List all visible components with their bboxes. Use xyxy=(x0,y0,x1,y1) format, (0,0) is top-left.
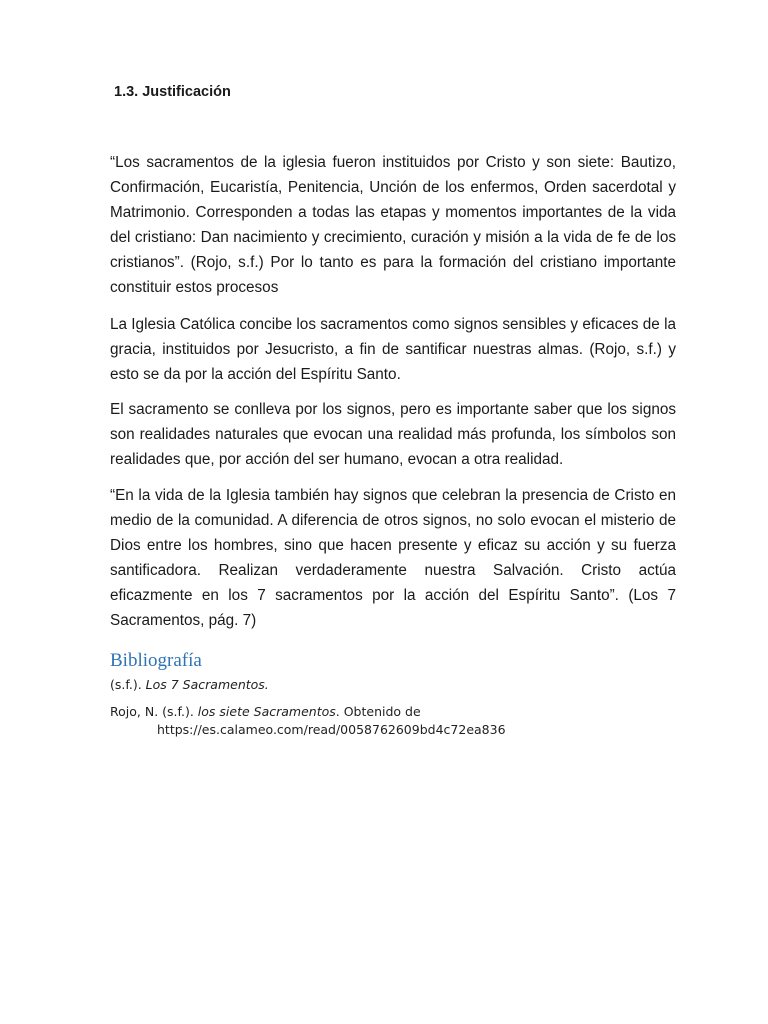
paragraph-2: La Iglesia Católica concibe los sacramentos como signos sensibles y eficaces de la gracia, instituidos por Jesucristo, a fin de santificar nuestras almas. (Rojo, s.f.) y esto se da por la acción del Espíritu Santo. xyxy=(110,316,676,383)
bib-entry-title: los siete Sacramentos xyxy=(197,704,336,719)
bib-entry-suffix: . Obtenido de xyxy=(335,704,421,719)
bib-entry-prefix: Rojo, N. (s.f.). xyxy=(110,704,198,719)
bib-entry-url: https://es.calameo.com/read/0058762609bd4c72ea836 xyxy=(157,722,506,737)
paragraph-4: “En la vida de la Iglesia también hay signos que celebran la presencia de Cristo en medio de la comunidad. A diferencia de otros signos, no solo evocan el misterio de Dios entre los hombres, sino que hacen presente y eficaz su acción y su fuerza santificadora. Realizan verdaderamente nuestra Salvación. Cristo actúa eficazmente en los 7 sacramentos por la acción del Espíritu Santo”. (Los 7 Sacramentos, pág. 7) xyxy=(110,487,676,629)
section-heading: 1.3. Justificación xyxy=(114,84,231,100)
paragraph-1: “Los sacramentos de la iglesia fueron instituidos por Cristo y son siete: Bautizo, Confirmación, Eucaristía, Penitencia, Unción de los enfermos, Orden sacerdotal y Matrimonio. Corresponden a todas las etapas y momentos importantes de la vida del cristiano: Dan nacimiento y crecimiento, curación y misión a la vida de fe de los cristianos”. (Rojo, s.f.) Por lo tanto es para la formación del cristiano importante constituir estos procesos xyxy=(110,154,676,296)
bibliography-entry-2 xyxy=(110,703,670,739)
bibliography-title: Bibliografía xyxy=(110,650,202,671)
bibliography-entry-1 xyxy=(110,676,670,694)
bib-entry-prefix: (s.f.). xyxy=(110,677,146,692)
paragraph-3: El sacramento se conlleva por los signos, pero es importante saber que los signos son realidades naturales que evocan una realidad más profunda, los símbolos son realidades que, por acción del ser humano, evocan a otra realidad. xyxy=(110,401,676,468)
bib-entry-title: Los 7 Sacramentos. xyxy=(145,677,269,692)
